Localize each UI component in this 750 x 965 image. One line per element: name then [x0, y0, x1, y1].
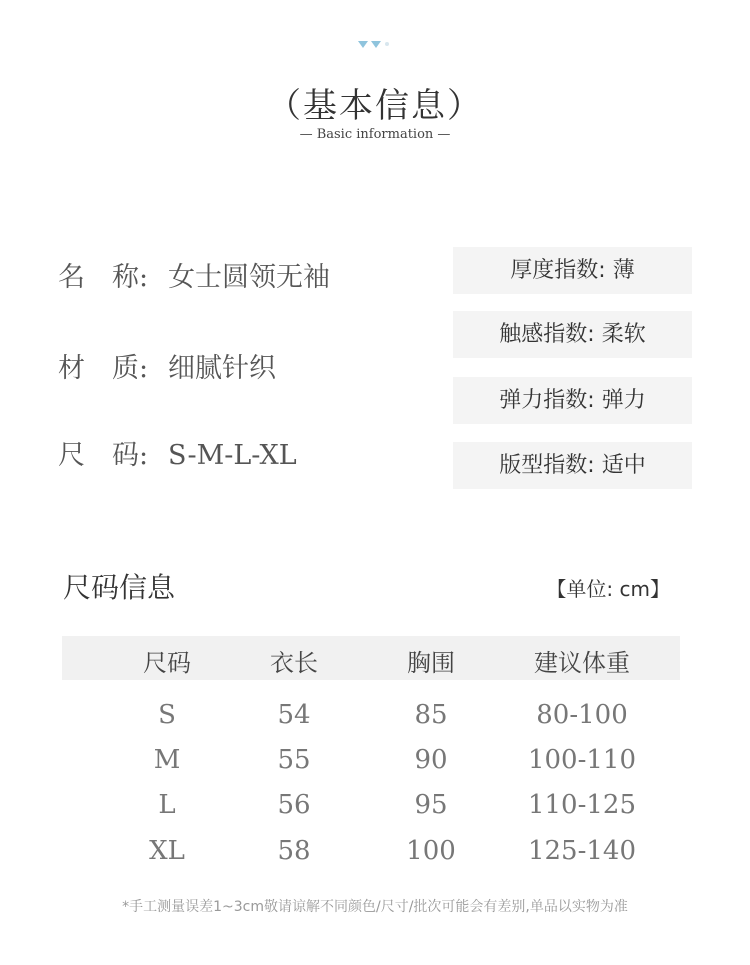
index-value: 适中: [601, 453, 646, 478]
cell-length: 56: [277, 790, 311, 820]
index-label: 版型指数:: [499, 453, 595, 478]
header-length: 衣长: [270, 649, 318, 677]
info-key: 尺 码:: [58, 440, 149, 471]
index-label: 触感指数:: [499, 322, 595, 347]
triangle-icon: [371, 41, 381, 48]
info-row-size: [58, 433, 297, 472]
cell-bust: 85: [414, 700, 448, 730]
size-table-header: [62, 636, 680, 680]
index-elasticity: [453, 377, 692, 424]
index-fit: [453, 442, 692, 489]
info-key: 材 质:: [58, 353, 149, 384]
index-label: 弹力指数:: [499, 388, 595, 413]
info-value: 细腻针织: [168, 353, 276, 384]
page-subtitle: — Basic information —: [299, 127, 451, 142]
cell-size: XL: [149, 836, 185, 866]
disclaimer-note: *手工测量误差1~3cm敬请谅解不同颜色/尺寸/批次可能会有差别,单品以实物为准: [122, 899, 628, 915]
cell-bust: 100: [406, 836, 456, 866]
index-label: 厚度指数:: [510, 258, 606, 283]
dot-icon: [385, 42, 389, 46]
index-value: 柔软: [601, 322, 646, 347]
cell-weight: 125-140: [527, 836, 637, 866]
cell-length: 58: [277, 836, 311, 866]
info-row-name: [58, 255, 330, 294]
unit-label: 【单位: cm】: [546, 577, 670, 601]
cell-length: 55: [277, 745, 311, 775]
table-row: [62, 790, 680, 830]
info-value: 女士圆领无袖: [168, 262, 330, 293]
table-row: [62, 700, 680, 740]
cell-size: L: [158, 790, 176, 820]
decorative-triangles: [358, 38, 418, 52]
page-title: （基本信息）: [267, 86, 483, 126]
cell-weight: 110-125: [527, 790, 637, 820]
header-bust: 胸围: [407, 649, 455, 677]
cell-size: M: [153, 745, 181, 775]
info-row-material: [58, 346, 276, 385]
cell-bust: 95: [414, 790, 448, 820]
cell-weight: 80-100: [536, 700, 628, 730]
info-value: S-M-L-XL: [168, 440, 297, 471]
table-row: [62, 745, 680, 785]
triangle-icon: [358, 41, 368, 48]
index-touch: [453, 311, 692, 358]
header-weight: 建议体重: [534, 649, 630, 677]
info-key: 名 称:: [58, 262, 149, 293]
size-section-title: 尺码信息: [63, 571, 176, 604]
index-value: 薄: [612, 258, 635, 283]
index-thickness: [453, 247, 692, 294]
index-value: 弹力: [601, 388, 646, 413]
header-size: 尺码: [143, 649, 191, 677]
cell-size: S: [158, 700, 176, 730]
table-row: [62, 836, 680, 876]
cell-bust: 90: [414, 745, 448, 775]
cell-weight: 100-110: [527, 745, 637, 775]
cell-length: 54: [277, 700, 311, 730]
